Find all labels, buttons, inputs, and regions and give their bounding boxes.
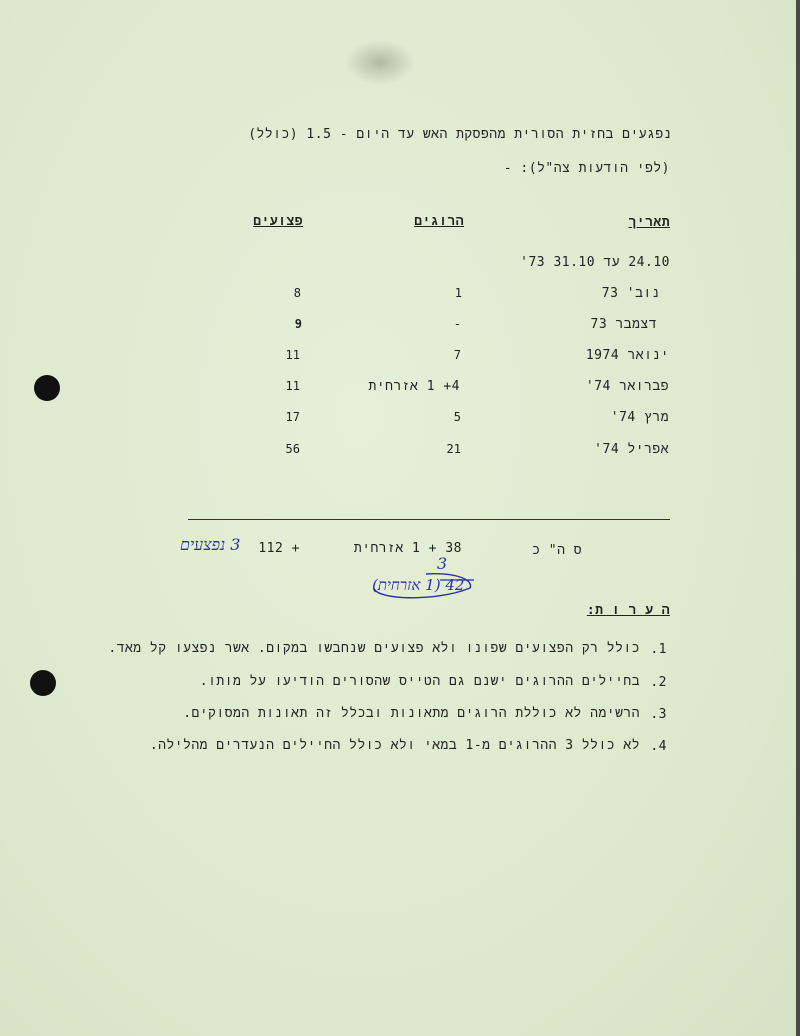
handwritten-killed-addition: 3 [437, 554, 448, 573]
note-number: 3. [650, 707, 667, 722]
header-date: תאריך [628, 215, 670, 230]
totals-wounded: 112 + [258, 541, 300, 556]
row-date: אפריל 74' [594, 442, 669, 457]
row-killed: 5 [453, 410, 461, 424]
row-wounded: 9 [294, 317, 302, 331]
document-subtitle: (לפי הודעות צה"ל): - [503, 161, 670, 176]
document-title: נפגעים בחזית הסורית מהפסקת האש עד היום - 1.5 (כולל) [248, 127, 672, 142]
row-date: דצמבר 73 [590, 317, 657, 332]
totals-killed: 38 + 1 אזרחית [353, 541, 462, 556]
totals-divider [188, 519, 670, 520]
row-date: פברואר 74' [585, 379, 669, 394]
row-killed: - [453, 317, 461, 331]
note-number: 4. [650, 739, 667, 754]
row-date: מרץ 74' [610, 410, 669, 425]
row-date: ינואר 1974 [585, 348, 669, 363]
note-text: הרשימה לא כוללת הרוגים מתאונות ובכלל זה תאונות המסוקים. [183, 706, 640, 721]
notes-title: ה ע ר ו ת: [586, 603, 670, 618]
row-killed: 1 [454, 286, 462, 300]
row-wounded: 17 [285, 410, 300, 424]
row-killed: 21 [446, 442, 461, 456]
handwritten-killed-total: 42 (1 אזרחית) [372, 576, 465, 594]
header-killed: הרוגים [414, 214, 464, 229]
row-killed: 4+ 1 אזרחית [368, 379, 460, 394]
row-wounded: 11 [285, 348, 300, 362]
row-date: 24.10 עד 31.10 73' [520, 255, 670, 270]
punch-hole-top [34, 375, 60, 401]
note-number: 1. [650, 642, 667, 657]
row-wounded: 56 [285, 442, 300, 456]
handwritten-wounded-note: 3 נפצעים [180, 535, 241, 554]
row-date: נוב' 73 [601, 286, 660, 301]
row-wounded: 8 [293, 286, 301, 300]
note-number: 2. [650, 675, 667, 690]
totals-label: ס ה" כ [532, 543, 582, 558]
note-text: כולל רק הפצועים שפונו ולא פצועים שנחבשו במקום. אשר נפצעו קל מאד. [108, 641, 640, 656]
scan-edge [796, 0, 800, 1036]
punch-hole-bottom [30, 670, 56, 696]
header-wounded: פצועים [253, 214, 303, 229]
scan-smudge [345, 40, 415, 85]
note-text: לא כולל 3 ההרוגים מ-1 במאי ולא כולל החיילים הנעדרים מהלילה. [149, 738, 640, 753]
row-wounded: 11 [285, 379, 300, 393]
note-text: בחיילים ההרוגים ישנם גם הטייס שהסורים הודיעו על מותו. [199, 674, 640, 689]
row-killed: 7 [453, 348, 461, 362]
